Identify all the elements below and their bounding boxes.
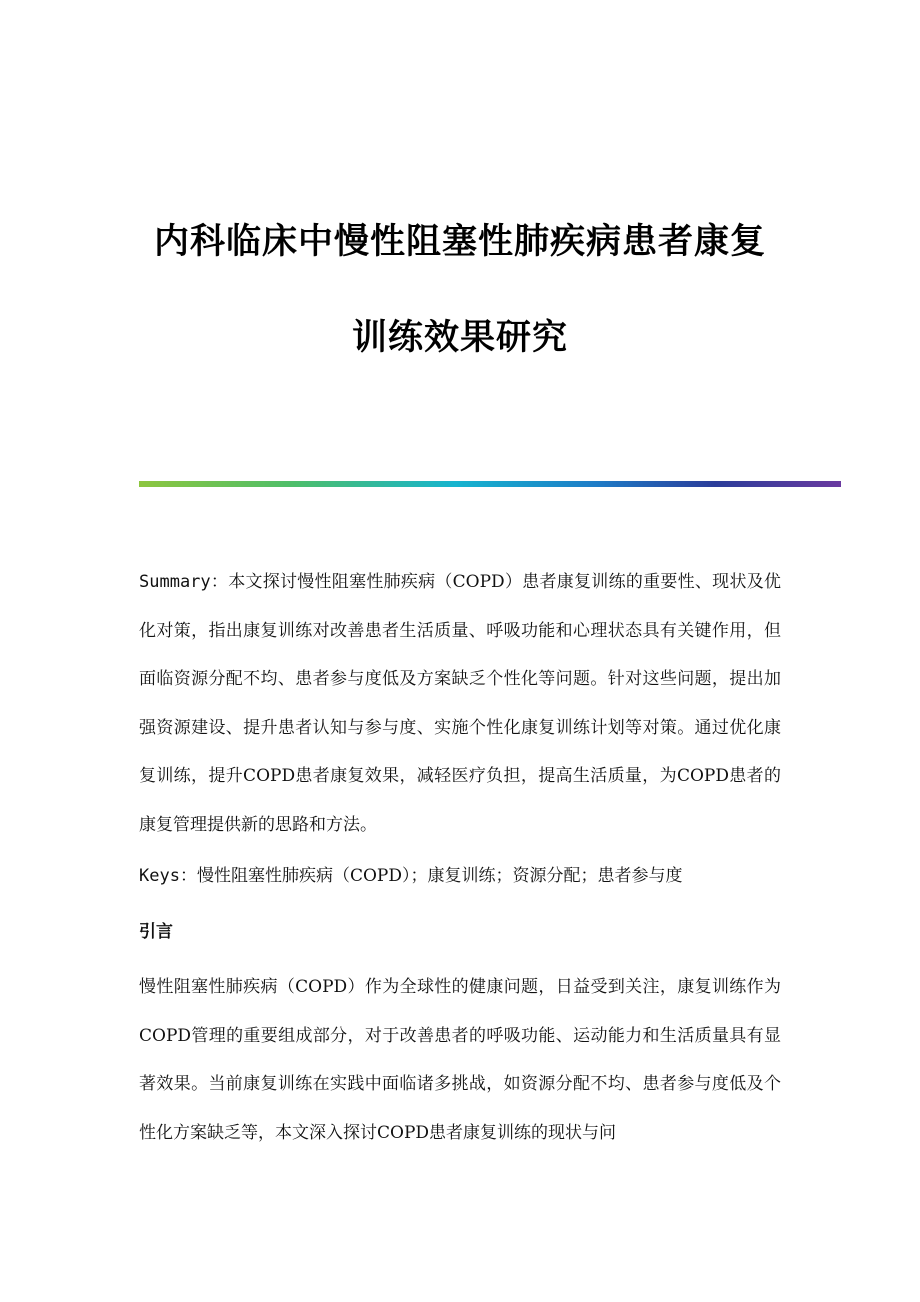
introduction-paragraph: 慢性阻塞性肺疾病（COPD）作为全球性的健康问题，日益受到关注，康复训练作为COPD管理的重要组成部分，对于改善患者的呼吸功能、运动能力和生活质量具有显著效果。当前康复训练在实践中面临诸多挑战，如资源分配不均、患者参与度低及个性化方案缺乏等，本文深入探讨COPD患者康复训练的现状与问 <box>139 977 781 1143</box>
keywords-text: 慢性阻塞性肺疾病（COPD）；康复训练；资源分配；患者参与度 <box>196 866 683 886</box>
keywords-label: Keys： <box>139 866 197 886</box>
gradient-divider <box>139 481 841 487</box>
document-title-line-1: 内科临床中慢性阻塞性肺疾病患者康复 <box>153 222 766 262</box>
summary-paragraph <box>139 558 781 849</box>
document-title-line-2: 训练效果研究 <box>351 318 568 358</box>
introduction-heading: 引言 <box>139 922 173 942</box>
keywords-paragraph <box>139 852 781 901</box>
summary-text: 本文探讨慢性阻塞性肺疾病（COPD）患者康复训练的重要性、现状及优化对策，指出康复训练对改善患者生活质量、呼吸功能和心理状态具有关键作用，但面临资源分配不均、患者参与度低及方案缺乏个性化等问题。针对这些问题，提出加强资源建设、提升患者认知与参与度、实施个性化康复训练计划等对策。通过优化康复训练，提升COPD患者康复效果，减轻医疗负担，提高生活质量，为COPD患者的康复管理提供新的思路和方法。 <box>139 572 781 835</box>
summary-label: Summary： <box>139 572 229 592</box>
